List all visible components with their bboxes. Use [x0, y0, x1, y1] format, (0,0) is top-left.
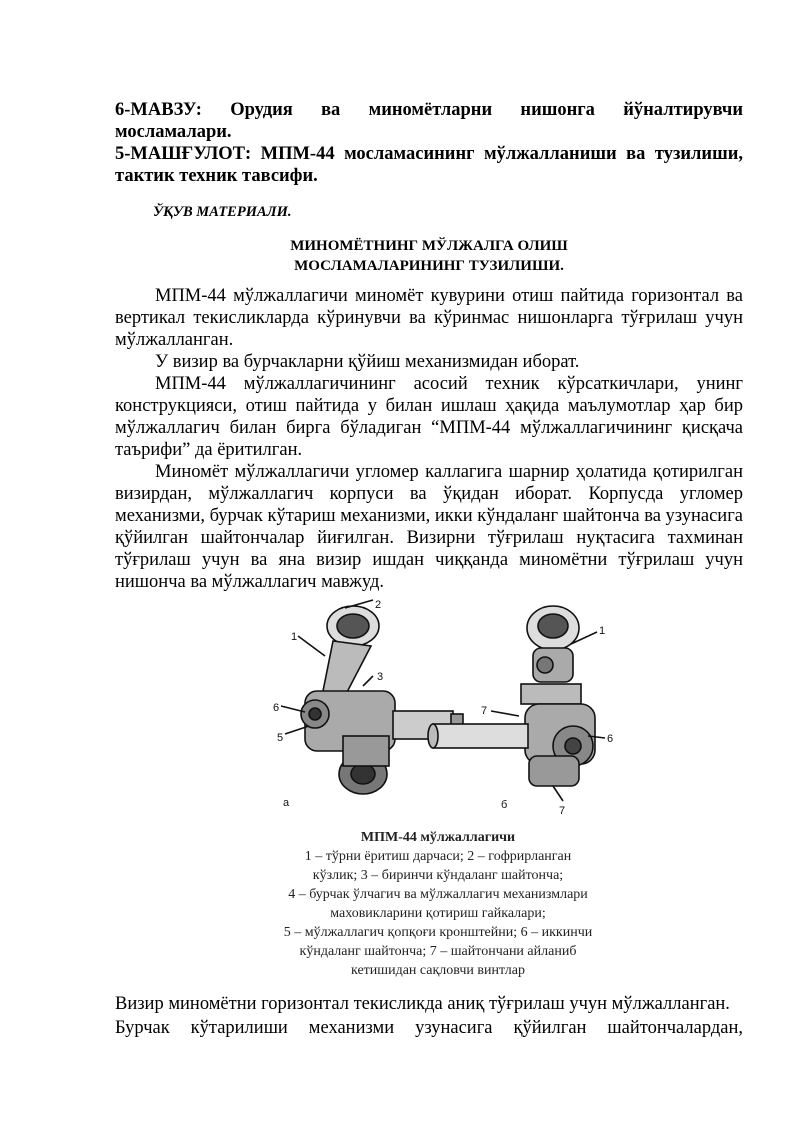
- label-b-2: 7: [481, 705, 488, 717]
- topic-header: [115, 99, 743, 187]
- label-a-3: 3: [377, 671, 384, 683]
- label-b-1: 1: [599, 625, 606, 637]
- sight-view-b: [428, 606, 605, 801]
- label-a-1: 2: [375, 599, 382, 611]
- paragraph-2: У визир ва бурчакларни қўйиш механизмидан иборат.: [155, 352, 580, 372]
- label-b-4: 7: [559, 805, 566, 817]
- label-a-4: 6: [273, 702, 280, 714]
- tail-line-2: Бурчак кўтарилиши механизми узунасига қўйилган шайтончалардан,: [115, 1018, 743, 1038]
- caption-title: МПМ-44 мўлжаллагичи: [360, 830, 516, 845]
- caption-line: 5 – мўлжаллагич қопқоғи кронштейни; 6 – иккинчи: [283, 925, 593, 940]
- paragraph-1: МПМ-44 мўлжаллагичи миномёт кувурини отиш пайтида горизонтал ва вертикал текисликларда кўринувчи ва кўринмас нишонларга тўғрилаш учун мўлжалланган.: [115, 286, 743, 350]
- section-heading: [115, 236, 743, 276]
- figure-caption: [223, 828, 653, 980]
- label-a-5: 5: [277, 732, 284, 744]
- label-a-2: 1: [291, 631, 298, 643]
- caption-line: маховикларини қотириш гайкалари;: [330, 906, 546, 921]
- heading-line-1: МИНОМЁТНИНГ МЎЛЖАЛГА ОЛИШ: [290, 238, 568, 254]
- sight-illustration: [253, 596, 623, 824]
- paragraph-3: МПМ-44 мўлжаллагичининг асосий техник кўрсаткичлари, унинг конструкцияси, отиш пайтида у билан ишлаш ҳақида маълумотлар ҳар бир мўлжаллагич билан бирга бўладиган “МПМ-44 мўлжаллагичининг қисқача таърифи” да ёритилган.: [115, 374, 743, 460]
- tail-line-1: Визир миномётни горизонтал текисликда аниқ тўғрилаш учун мўлжалланган.: [115, 994, 730, 1014]
- sight-view-a: [281, 600, 463, 794]
- sub-label-b: б: [501, 799, 508, 811]
- caption-line: 1 – тўрни ёритиш дарчаси; 2 – гофрирланган: [304, 849, 572, 864]
- topic-title: 6-МАВЗУ: Орудия ва миномётларни нишонга йўналтирувчи мосламалари.: [115, 100, 743, 142]
- caption-line: 4 – бурчак ўлчагич ва мўлжаллагич механизмлари: [288, 887, 588, 902]
- body-text: [115, 285, 743, 593]
- lesson-title: 5-МАШҒУЛОТ: МПМ-44 мосламасининг мўлжалланиши ва тузилиши, тактик техник тавсифи.: [115, 144, 743, 186]
- label-b-3: 6: [607, 733, 614, 745]
- caption-line: кетишидан сақловчи винтлар: [351, 963, 525, 978]
- caption-line: кўндаланг шайтонча; 7 – шайтончани айланиб: [299, 944, 577, 959]
- tail-text: [115, 992, 743, 1064]
- sub-label-a: а: [283, 797, 290, 809]
- section-label: ЎҚУВ МАТЕРИАЛИ.: [153, 204, 292, 220]
- sight-figure: [253, 596, 623, 978]
- paragraph-4: Миномёт мўлжаллагичи угломер каллагига шарнир ҳолатида қотирилган визирдан, мўлжаллагич корпуси ва ўқидан иборат. Корпусда угломер механизми, бурчак кўтариш механизми, икки кўндаланг шайтонча ва узунасига қўйилган шайтончалар йиғилган. Визирни тўғрилаш нуқтасига тахминан тўғрилаш учун ва яна визир ишдан чиққанда миномётни тўғрилаш учун нишонча ва мўлжаллагич мавжуд.: [115, 462, 743, 592]
- caption-line: кўзлик; 3 – биринчи кўндаланг шайтонча;: [312, 868, 564, 883]
- heading-line-2: МОСЛАМАЛАРИНИНГ ТУЗИЛИШИ.: [294, 258, 564, 274]
